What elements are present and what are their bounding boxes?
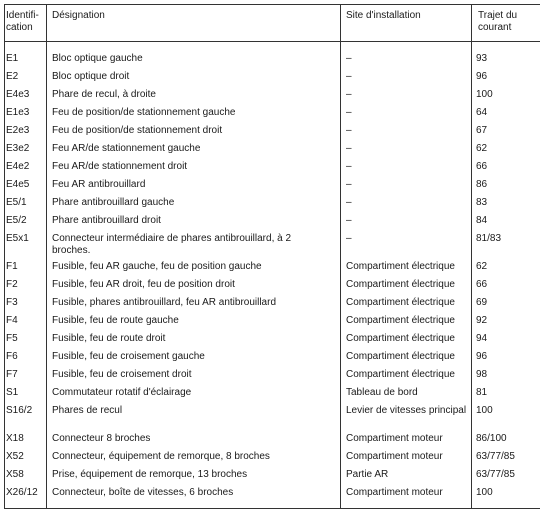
row-trajet: 63/77/85 bbox=[476, 451, 515, 462]
row-site: Levier de vitesses principal bbox=[346, 405, 467, 416]
row-designation: Fusible, phares antibrouillard, feu AR antibrouillard bbox=[52, 297, 277, 308]
row-site: – bbox=[346, 107, 352, 118]
row-trajet: 100 bbox=[476, 405, 493, 416]
row-trajet: 62 bbox=[476, 261, 488, 272]
row-trajet: 81/83 bbox=[476, 233, 502, 244]
row-id: E5x1 bbox=[6, 233, 29, 244]
row-designation: Phares de recul bbox=[52, 405, 123, 416]
row-id: E4e3 bbox=[6, 89, 30, 100]
row-site: Compartiment électrique bbox=[346, 315, 455, 326]
row-designation: Connecteur, boîte de vitesses, 6 broches bbox=[52, 487, 234, 498]
row-site: – bbox=[346, 233, 352, 244]
column-rule bbox=[4, 4, 5, 509]
row-id: E5/1 bbox=[6, 197, 27, 208]
header-id: Identifi-cation bbox=[6, 10, 39, 33]
row-id: E1e3 bbox=[6, 107, 30, 118]
row-designation: Phare de recul, à droite bbox=[52, 89, 156, 100]
row-id: E1 bbox=[6, 53, 19, 64]
row-site: Compartiment électrique bbox=[346, 351, 455, 362]
row-designation: Phare antibrouillard droit bbox=[52, 215, 161, 226]
header-designation: Désignation bbox=[52, 10, 105, 21]
row-designation: Feu AR/de stationnement droit bbox=[52, 161, 188, 172]
row-id: X26/12 bbox=[6, 487, 38, 498]
row-id: S16/2 bbox=[6, 405, 33, 416]
row-site: Compartiment électrique bbox=[346, 333, 455, 344]
row-designation: Fusible, feu de croisement droit bbox=[52, 369, 192, 380]
row-designation: Feu de position/de stationnement droit bbox=[52, 125, 223, 136]
row-trajet: 67 bbox=[476, 125, 488, 136]
row-site: Compartiment moteur bbox=[346, 451, 443, 462]
row-site: Compartiment électrique bbox=[346, 261, 455, 272]
row-designation: Feu de position/de stationnement gauche bbox=[52, 107, 236, 118]
row-designation: Fusible, feu AR gauche, feu de position gauche bbox=[52, 261, 262, 272]
row-designation: Connecteur 8 broches bbox=[52, 433, 151, 444]
row-trajet: 64 bbox=[476, 107, 488, 118]
row-id: E2 bbox=[6, 71, 19, 82]
row-id: E4e2 bbox=[6, 161, 30, 172]
row-trajet: 93 bbox=[476, 53, 488, 64]
row-designation: Feu AR/de stationnement gauche bbox=[52, 143, 201, 154]
row-id: F7 bbox=[6, 369, 18, 380]
row-trajet: 94 bbox=[476, 333, 488, 344]
row-designation: Connecteur, équipement de remorque, 8 broches bbox=[52, 451, 270, 462]
row-site: – bbox=[346, 89, 352, 100]
row-designation: Fusible, feu de croisement gauche bbox=[52, 351, 205, 362]
row-trajet: 92 bbox=[476, 315, 488, 326]
row-site: Compartiment électrique bbox=[346, 279, 455, 290]
column-rule bbox=[340, 4, 341, 509]
row-id: F1 bbox=[6, 261, 18, 272]
row-trajet: 86 bbox=[476, 179, 488, 190]
header-site: Site d'installation bbox=[346, 10, 421, 21]
row-id: E4e5 bbox=[6, 179, 30, 190]
row-designation: Connecteur intermédiaire de phares antibrouillard, à 2 broches. bbox=[52, 233, 292, 256]
table-top-rule bbox=[4, 4, 540, 5]
row-designation: Fusible, feu de route droit bbox=[52, 333, 166, 344]
row-designation: Fusible, feu AR droit, feu de position droit bbox=[52, 279, 235, 290]
row-trajet: 66 bbox=[476, 161, 488, 172]
row-trajet: 69 bbox=[476, 297, 488, 308]
row-site: Compartiment moteur bbox=[346, 433, 443, 444]
row-site: Compartiment électrique bbox=[346, 297, 455, 308]
row-id: X58 bbox=[6, 469, 24, 480]
row-site: – bbox=[346, 143, 352, 154]
row-id: E2e3 bbox=[6, 125, 30, 136]
row-site: – bbox=[346, 71, 352, 82]
row-designation: Bloc optique droit bbox=[52, 71, 130, 82]
row-site: – bbox=[346, 179, 352, 190]
row-designation: Phare antibrouillard gauche bbox=[52, 197, 175, 208]
row-id: X52 bbox=[6, 451, 24, 462]
row-id: E5/2 bbox=[6, 215, 27, 226]
row-site: – bbox=[346, 161, 352, 172]
column-rule bbox=[46, 4, 47, 509]
row-site: – bbox=[346, 215, 352, 226]
row-trajet: 100 bbox=[476, 487, 493, 498]
row-trajet: 83 bbox=[476, 197, 488, 208]
row-site: – bbox=[346, 125, 352, 136]
table-bottom-rule bbox=[4, 508, 540, 509]
row-trajet: 96 bbox=[476, 71, 488, 82]
row-id: F6 bbox=[6, 351, 18, 362]
row-id: S1 bbox=[6, 387, 19, 398]
row-trajet: 86/100 bbox=[476, 433, 507, 444]
row-id: F5 bbox=[6, 333, 18, 344]
header-trajet: Trajet du courant bbox=[478, 10, 518, 33]
header-bottom-rule bbox=[4, 41, 540, 42]
row-site: Compartiment électrique bbox=[346, 369, 455, 380]
row-id: F2 bbox=[6, 279, 18, 290]
row-trajet: 100 bbox=[476, 89, 493, 100]
row-id: E3e2 bbox=[6, 143, 30, 154]
row-trajet: 81 bbox=[476, 387, 488, 398]
row-site: – bbox=[346, 53, 352, 64]
row-trajet: 96 bbox=[476, 351, 488, 362]
row-site: Compartiment moteur bbox=[346, 487, 443, 498]
row-site: Partie AR bbox=[346, 469, 389, 480]
row-designation: Bloc optique gauche bbox=[52, 53, 143, 64]
row-trajet: 66 bbox=[476, 279, 488, 290]
row-site: – bbox=[346, 197, 352, 208]
row-site: Tableau de bord bbox=[346, 387, 418, 398]
row-designation: Prise, équipement de remorque, 13 broches bbox=[52, 469, 248, 480]
row-trajet: 84 bbox=[476, 215, 488, 226]
row-id: X18 bbox=[6, 433, 24, 444]
row-id: F4 bbox=[6, 315, 18, 326]
row-designation: Fusible, feu de route gauche bbox=[52, 315, 179, 326]
row-trajet: 63/77/85 bbox=[476, 469, 515, 480]
row-trajet: 62 bbox=[476, 143, 488, 154]
row-id: F3 bbox=[6, 297, 18, 308]
row-designation: Feu AR antibrouillard bbox=[52, 179, 146, 190]
row-trajet: 98 bbox=[476, 369, 488, 380]
row-designation: Commutateur rotatif d'éclairage bbox=[52, 387, 192, 398]
